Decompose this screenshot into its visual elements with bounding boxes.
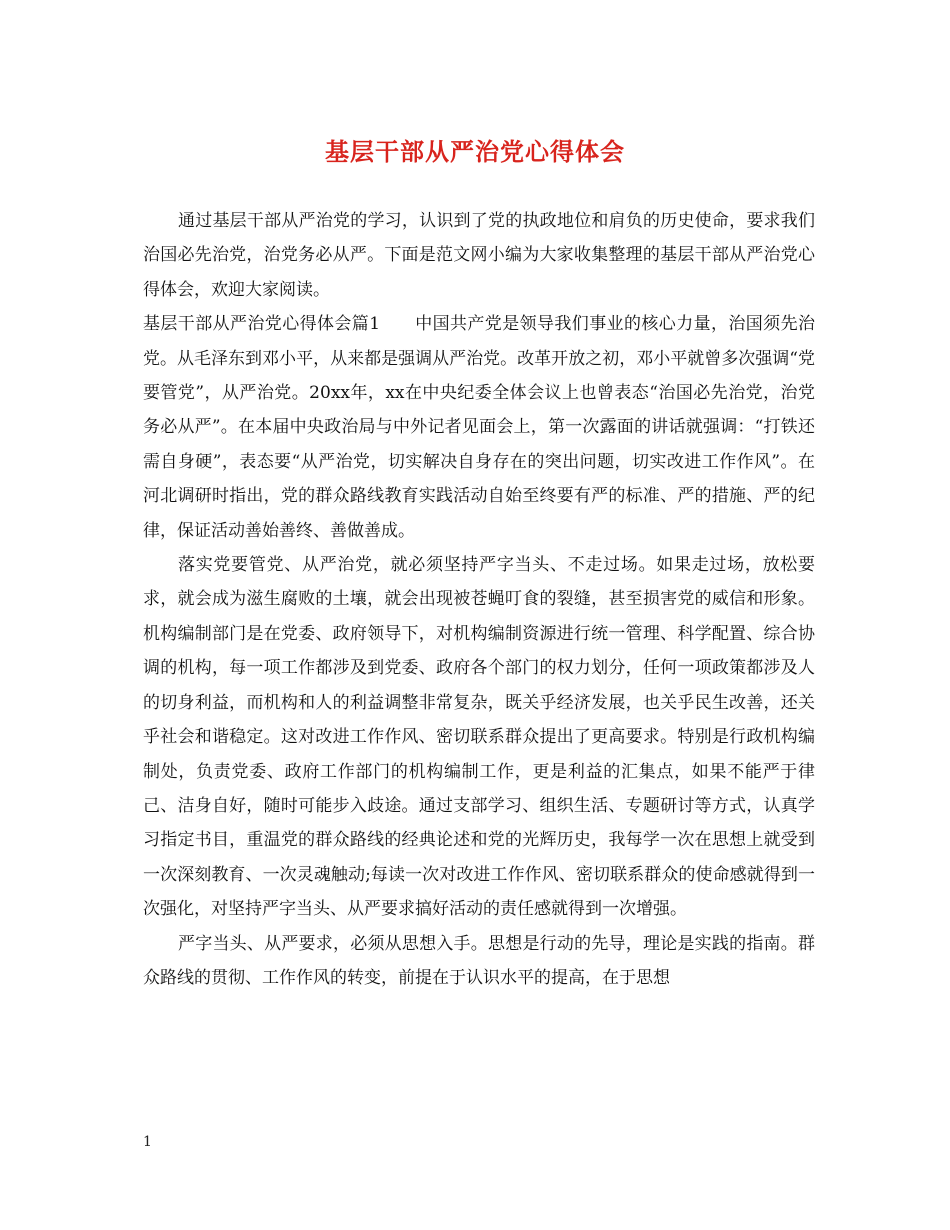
intro-paragraph: 通过基层干部从严治党的学习，认识到了党的执政地位和肩负的历史使命，要求我们治国必先治党，治党务必从严。下面是范文网小编为大家收集整理的基层干部从严治党心得体会，欢迎大家阅读。 xyxy=(143,211,815,300)
section-1-paragraph: 基层干部从严治党心得体会篇1 中国共产党是领导我们事业的核心力量，治国须先治党。从毛泽东到邓小平，从来都是强调从严治党。改革开放之初，邓小平就曾多次强调“党要管党”，从严治党。20xx年，xx在中央纪委全体会议上也曾表态“治国必先治党，治党务必从严”。在本届中央政治局与中外记者见面会上，第一次露面的讲话就强调：“打铁还需自身硬”，表态要“从严治党，切实解决自身存在的突出问题，切实改进工作作风”。在河北调研时指出，党的群众路线教育实践活动自始至终要有严的标准、严的措施、严的纪律，保证活动善始善终、善做善成。 xyxy=(143,314,815,541)
document-body xyxy=(143,204,815,995)
body-paragraph-strict-governance: 落实党要管党、从严治党，就必须坚持严字当头、不走过场。如果走过场，放松要求，就会成为滋生腐败的土壤，就会出现被苍蝇叮食的裂缝，甚至损害党的威信和形象。机构编制部门是在党委、政府领导下，对机构编制资源进行统一管理、科学配置、综合协调的机构，每一项工作都涉及到党委、政府各个部门的权力划分，任何一项政策都涉及人的切身利益，而机构和人的利益调整非常复杂，既关乎经济发展，也关乎民生改善，还关乎社会和谐稳定。这对改进工作作风、密切联系群众提出了更高要求。特别是行政机构编制处，负责党委、政府工作部门的机构编制工作，更是利益的汇集点，如果不能严于律己、洁身自好，随时可能步入歧途。通过支部学习、组织生活、专题研讨等方式，认真学习指定书目，重温党的群众路线的经典论述和党的光辉历史，我每学一次在思想上就受到一次深刻教育、一次灵魂触动;每读一次对改进工作作风、密切联系群众的使命感就得到一次强化，对坚持严字当头、从严要求搞好活动的责任感就得到一次增强。 xyxy=(143,555,815,920)
document-title: 基层干部从严治党心得体会 xyxy=(325,137,625,166)
body-paragraph-thinking: 严字当头、从严要求，必须从思想入手。思想是行动的先导，理论是实践的指南。群众路线的贯彻、工作作风的转变，前提在于认识水平的提高，在于思想 xyxy=(143,933,815,988)
page-number: 1 xyxy=(143,1134,152,1150)
